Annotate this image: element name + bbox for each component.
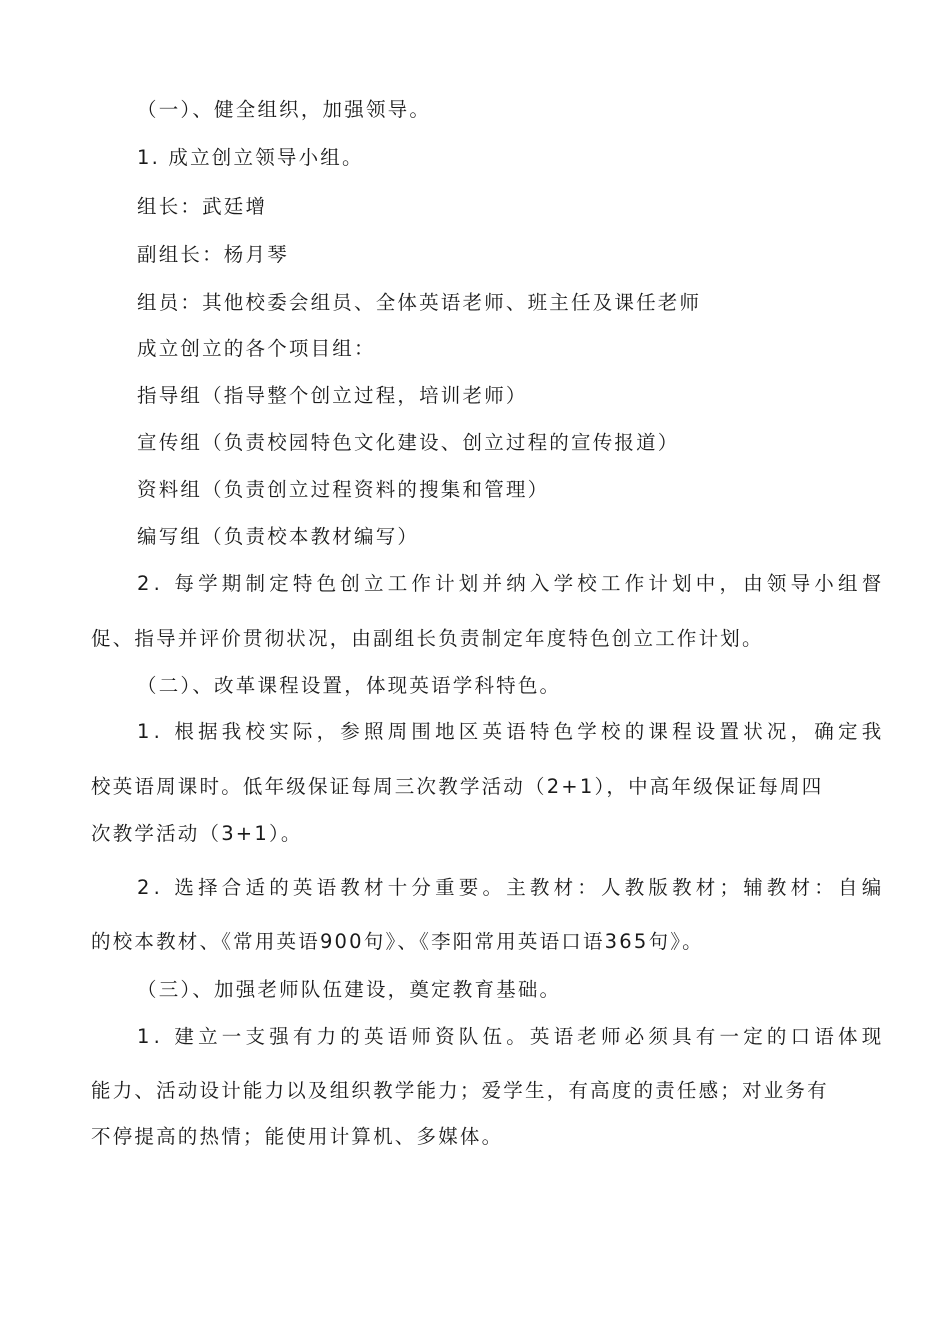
paragraph-line: 组长：武廷增	[137, 195, 268, 218]
paragraph-line: 2. 选择合适的英语教材十分重要。主教材：人教版教材；辅教材：自编	[137, 876, 886, 899]
paragraph-line: 1. 成立创立领导小组。	[137, 146, 364, 169]
paragraph-line: 不停提高的热情；能使用计算机、多媒体。	[91, 1125, 504, 1148]
paragraph-line: 次教学活动（3+1）。	[91, 822, 303, 845]
paragraph-line: 1. 建立一支强有力的英语师资队伍。英语老师必须具有一定的口语体现	[137, 1025, 886, 1048]
section-heading-2: （二）、改革课程设置，体现英语学科特色。	[137, 674, 562, 697]
paragraph-line: 校英语周课时。低年级保证每周三次教学活动（2+1），中高年级保证每周四	[91, 775, 824, 798]
paragraph-line: 1. 根据我校实际，参照周围地区英语特色学校的课程设置状况，确定我	[137, 720, 886, 743]
paragraph-line: 组员：其他校委会组员、全体英语老师、班主任及课任老师	[137, 291, 702, 314]
paragraph-line: 的校本教材、《常用英语900句》、《李阳常用英语口语365句》。	[91, 930, 704, 953]
paragraph-line: 资料组（负责创立过程资料的搜集和管理）	[137, 478, 550, 501]
paragraph-line: 成立创立的各个项目组：	[137, 337, 376, 360]
paragraph-line: 能力、活动设计能力以及组织教学能力；爱学生，有高度的责任感；对业务有	[91, 1079, 829, 1102]
paragraph-line: 2. 每学期制定特色创立工作计划并纳入学校工作计划中，由领导小组督	[137, 572, 886, 595]
section-heading-1: （一）、健全组织，加强领导。	[137, 98, 432, 121]
paragraph-line: 宣传组（负责校园特色文化建设、创立过程的宣传报道）	[137, 431, 680, 454]
paragraph-line: 促、指导并评价贯彻状况，由副组长负责制定年度特色创立工作计划。	[91, 627, 764, 650]
paragraph-line: 编写组（负责校本教材编写）	[137, 525, 420, 548]
paragraph-line: 副组长：杨月琴	[137, 243, 289, 266]
section-heading-3: （三）、加强老师队伍建设，奠定教育基础。	[137, 978, 562, 1001]
paragraph-line: 指导组（指导整个创立过程，培训老师）	[137, 384, 528, 407]
